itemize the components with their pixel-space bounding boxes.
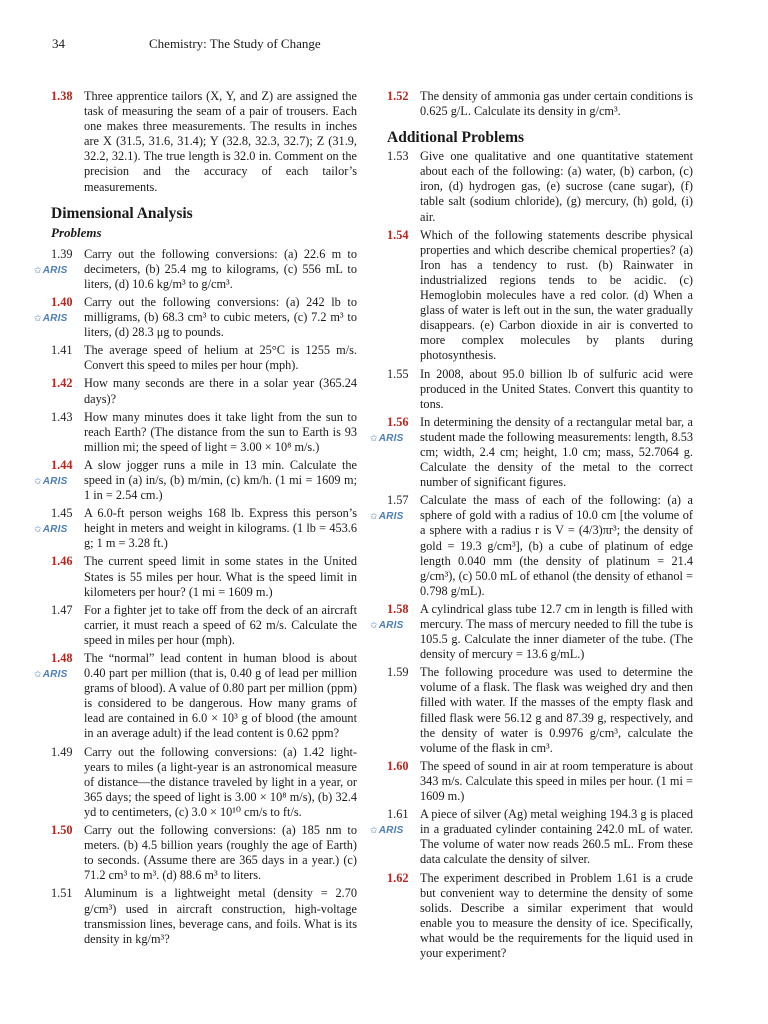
problem-number: 1.41: [51, 343, 73, 358]
problem-number: 1.61: [387, 807, 409, 822]
problem-number: 1.58: [387, 601, 409, 616]
problem-number: 1.55: [387, 366, 409, 381]
problem-number: 1.62: [387, 870, 409, 885]
aris-star-icon: ✩ARIS: [370, 825, 404, 837]
aris-star-icon: ✩ARIS: [370, 432, 404, 444]
problem-1-40: [34, 294, 357, 340]
aris-star-icon: ✩ARIS: [34, 312, 68, 324]
problem-text: The following procedure was used to determine the volume of a flask. The flask was weighed dry and then filled with water. If the masses of the empty flask and filled flask were 56.12 g and 87.39 g, respectively, and the density of water is 0.9976 g/cm³, calculate the volume of the flask in cm³.: [420, 665, 693, 755]
problem-number: 1.39: [51, 246, 73, 261]
problem-1-39: [34, 246, 357, 292]
aris-star-icon: ✩ARIS: [370, 619, 404, 631]
problem-text: A slow jogger runs a mile in 13 min. Calculate the speed in (a) in/s, (b) m/min, (c) km/h. (1 mi = 1609 m; 1 in = 2.54 cm.): [84, 457, 357, 503]
problem-text: Carry out the following conversions: (a) 1.42 light-years to miles (a light-year is an astronomical measure of distance—the distance traveled by light in a year, or 365 days; the speed of light is 3.00 × 10⁸ m/s), (b) 32.4 yd to centimeters, (c) 3.0 × 10¹⁰ cm/s to ft/s.: [84, 744, 357, 819]
problem-1-45: [34, 506, 357, 551]
aris-star-icon: ✩ARIS: [34, 524, 68, 536]
aris-star-icon: ✩ARIS: [34, 264, 68, 276]
left-column: [34, 89, 357, 950]
problem-1-62: [387, 871, 693, 962]
problem-text: Carry out the following conversions: (a) 185 nm to meters. (b) 4.5 billion years (roughly the age of Earth) to seconds. (Assume there are 365 days in a year.) (c) 71.2 cm³ to m³. (d) 88.6 m³ to liters.: [84, 823, 357, 883]
problem-number: 1.48: [51, 651, 73, 665]
problem-1-48: [34, 651, 357, 742]
problem-1-53: [387, 149, 693, 224]
problem-1-46: [51, 554, 357, 599]
problem-number: 1.47: [51, 602, 73, 617]
problem-text: Give one qualitative and one quantitative statement about each of the following: (a) water, (b) carbon, (c) iron, (d) hydrogen gas, (e) sucrose (cane sugar), (f) table salt (sodium chloride), (g) mercury, (h) gold, (i) air.: [420, 149, 693, 224]
problem-1-47: [51, 603, 357, 648]
problem-text: Three apprentice tailors (X, Y, and Z) are assigned the task of measuring the seam of a pair of trousers. Each one makes three measurements. The results in inches are X (31.5, 31.6, 31.4); Y (32.8, 32.3, 32.7); Z (31.9, 32.2, 32.1). The true length is 32.0 in. Comment on the precision and the accuracy of each tailor’s measurements.: [84, 89, 357, 194]
problem-1-54: [387, 228, 693, 364]
problem-text: Carry out the following conversions: (a) 242 lb to milligrams, (b) 68.3 cm³ to cubic meters, (c) 7.2 m³ to liters, (d) 28.3 μg to pounds.: [84, 294, 357, 340]
problem-text: Calculate the mass of each of the following: (a) a sphere of gold with a radius of 10.0 cm [the volume of a sphere with a radius r is V = (4/3)πr³; the density of gold = 19.3 g/cm³], (b) a cube of platinum of edge length 0.040 mm (the density of platinum = 21.4 g/cm³), (c) 50.0 mL of ethanol (the density of ethanol = 0.798 g/mL).: [420, 493, 693, 598]
problem-text: For a fighter jet to take off from the deck of an aircraft carrier, it must reach a speed of 62 m/s. Calculate the speed in miles per hour (mph).: [84, 602, 357, 647]
problem-text: Aluminum is a lightweight metal (density = 2.70 g/cm³) used in aircraft construction, high-voltage transmission lines, beverage cans, and foils. What is its density in kg/m³?: [84, 886, 357, 946]
problem-number: 1.51: [51, 886, 73, 901]
problem-text: The current speed limit in some states in the United States is 55 miles per hour. What is the speed limit in kilometers per hour? (1 mi = 1609 m.): [84, 554, 357, 599]
problem-number: 1.60: [387, 758, 409, 773]
problem-1-50: [51, 823, 357, 883]
problem-number: 1.50: [51, 823, 73, 838]
problem-1-42: [51, 376, 357, 406]
problem-1-55: [387, 367, 693, 412]
problem-1-61: [370, 807, 693, 867]
problem-number: 1.42: [51, 376, 73, 391]
problem-1-49: [51, 745, 357, 820]
problem-number: 1.46: [51, 554, 73, 569]
problem-1-38: [51, 89, 357, 195]
problem-text: In determining the density of a rectangular metal bar, a student made the following measurements: length, 8.53 cm; width, 2.4 cm; height, 1.0 cm; mass, 52.7064 g. Calculate the density of the metal to the correct number of significant figures.: [420, 414, 693, 490]
aris-star-icon: ✩ARIS: [34, 669, 68, 680]
problem-text: The speed of sound in air at room temperature is about 343 m/s. Calculate this speed in miles per hour. (1 mi = 1609 m.): [420, 758, 693, 804]
problem-number: 1.52: [387, 89, 409, 103]
problem-text: How many minutes does it take light from the sun to reach Earth? (The distance from the sun to Earth is 93 million mi; the speed of light = 3.00 × 10⁸ m/s.): [84, 409, 357, 454]
problem-number: 1.59: [387, 665, 409, 680]
section-heading-dimensional-analysis: Dimensional Analysis: [51, 204, 193, 222]
problem-text: A 6.0-ft person weighs 168 lb. Express this person’s height in meters and weight in kilograms. (1 lb = 453.6 g; 1 m = 3.28 ft.): [84, 506, 357, 551]
aris-star-icon: ✩ARIS: [370, 511, 404, 523]
problem-number: 1.45: [51, 506, 73, 521]
problem-number: 1.40: [51, 294, 73, 309]
problem-1-56: [370, 414, 693, 490]
problem-1-44: [34, 457, 357, 503]
problem-text: The “normal” lead content in human blood is about 0.40 part per million (that is, 0.40 g of lead per million grams of blood). A value of 0.80 part per million (ppm) is considered to be dangerous. How many grams of lead are contained in 6.0 × 10³ g of blood (the amount in an average adult) if the lead content is 0.62 ppm?: [84, 651, 357, 741]
problem-1-60: [387, 759, 693, 804]
problem-text: The density of ammonia gas under certain conditions is 0.625 g/L. Calculate its density in g/cm³.: [420, 89, 693, 119]
problem-number: 1.49: [51, 744, 73, 759]
problem-number: 1.44: [51, 457, 73, 472]
problem-text: In 2008, about 95.0 billion lb of sulfuric acid were produced in the United States. Convert this quantity to tons.: [420, 366, 693, 411]
problem-1-41: [51, 343, 357, 373]
problem-1-43: [51, 410, 357, 455]
problem-number: 1.56: [387, 414, 409, 429]
problem-number: 1.57: [387, 493, 409, 508]
problem-text: A piece of silver (Ag) metal weighing 194.3 g is placed in a graduated cylinder containing 242.0 mL of water. The volume of water now reads 260.5 mL. From these data calculate the density of silver.: [420, 807, 693, 867]
problem-1-58: [370, 601, 693, 662]
problem-text: Carry out the following conversions: (a) 22.6 m to decimeters, (b) 25.4 mg to kilograms, (c) 556 mL to liters, (d) 10.6 kg/m³ to g/cm³.: [84, 246, 357, 291]
problem-text: A cylindrical glass tube 12.7 cm in length is filled with mercury. The mass of mercury needed to fill the tube is 105.5 g. Calculate the inner diameter of the tube. (The density of mercury = 13.6 g/mL.): [420, 601, 693, 662]
problem-1-59: [387, 665, 693, 756]
running-title: Chemistry: The Study of Change: [149, 36, 321, 51]
aris-star-icon: ✩ARIS: [34, 475, 68, 487]
problem-text: Which of the following statements describe physical properties and which describe chemical properties? (a) Iron has a tendency to rust. (b) Rainwater in industrialized regions tends to be acidic. (c) Hemoglobin molecules have a red color. (d) When a glass of water is left out in the sun, the water gradually disappears. (e) Carbon dioxide in air is converted to more complex molecules by plants during photosynthesis.: [420, 227, 693, 363]
problem-number: 1.53: [387, 149, 409, 164]
problem-text: The average speed of helium at 25°C is 1255 m/s. Convert this speed to miles per hour (mph).: [84, 343, 357, 373]
right-column: [370, 89, 693, 964]
problem-1-51: [51, 886, 357, 946]
page-number: 34: [52, 36, 65, 51]
problem-1-57: [370, 493, 693, 599]
subsection-heading-problems: Problems: [51, 224, 102, 240]
section-heading-additional-problems: Additional Problems: [387, 129, 525, 147]
problem-text: The experiment described in Problem 1.61 is a crude but convenient way to determine the density of some solids. Describe a similar experiment that would enable you to measure the density of ice. Specifically, what would be the requirements for the liquid used in your experiment?: [420, 870, 693, 960]
problem-text: How many seconds are there in a solar year (365.24 days)?: [84, 376, 357, 406]
problem-number: 1.38: [51, 89, 73, 103]
problem-number: 1.54: [387, 227, 409, 242]
problem-number: 1.43: [51, 409, 73, 424]
problem-1-52: [387, 89, 693, 119]
